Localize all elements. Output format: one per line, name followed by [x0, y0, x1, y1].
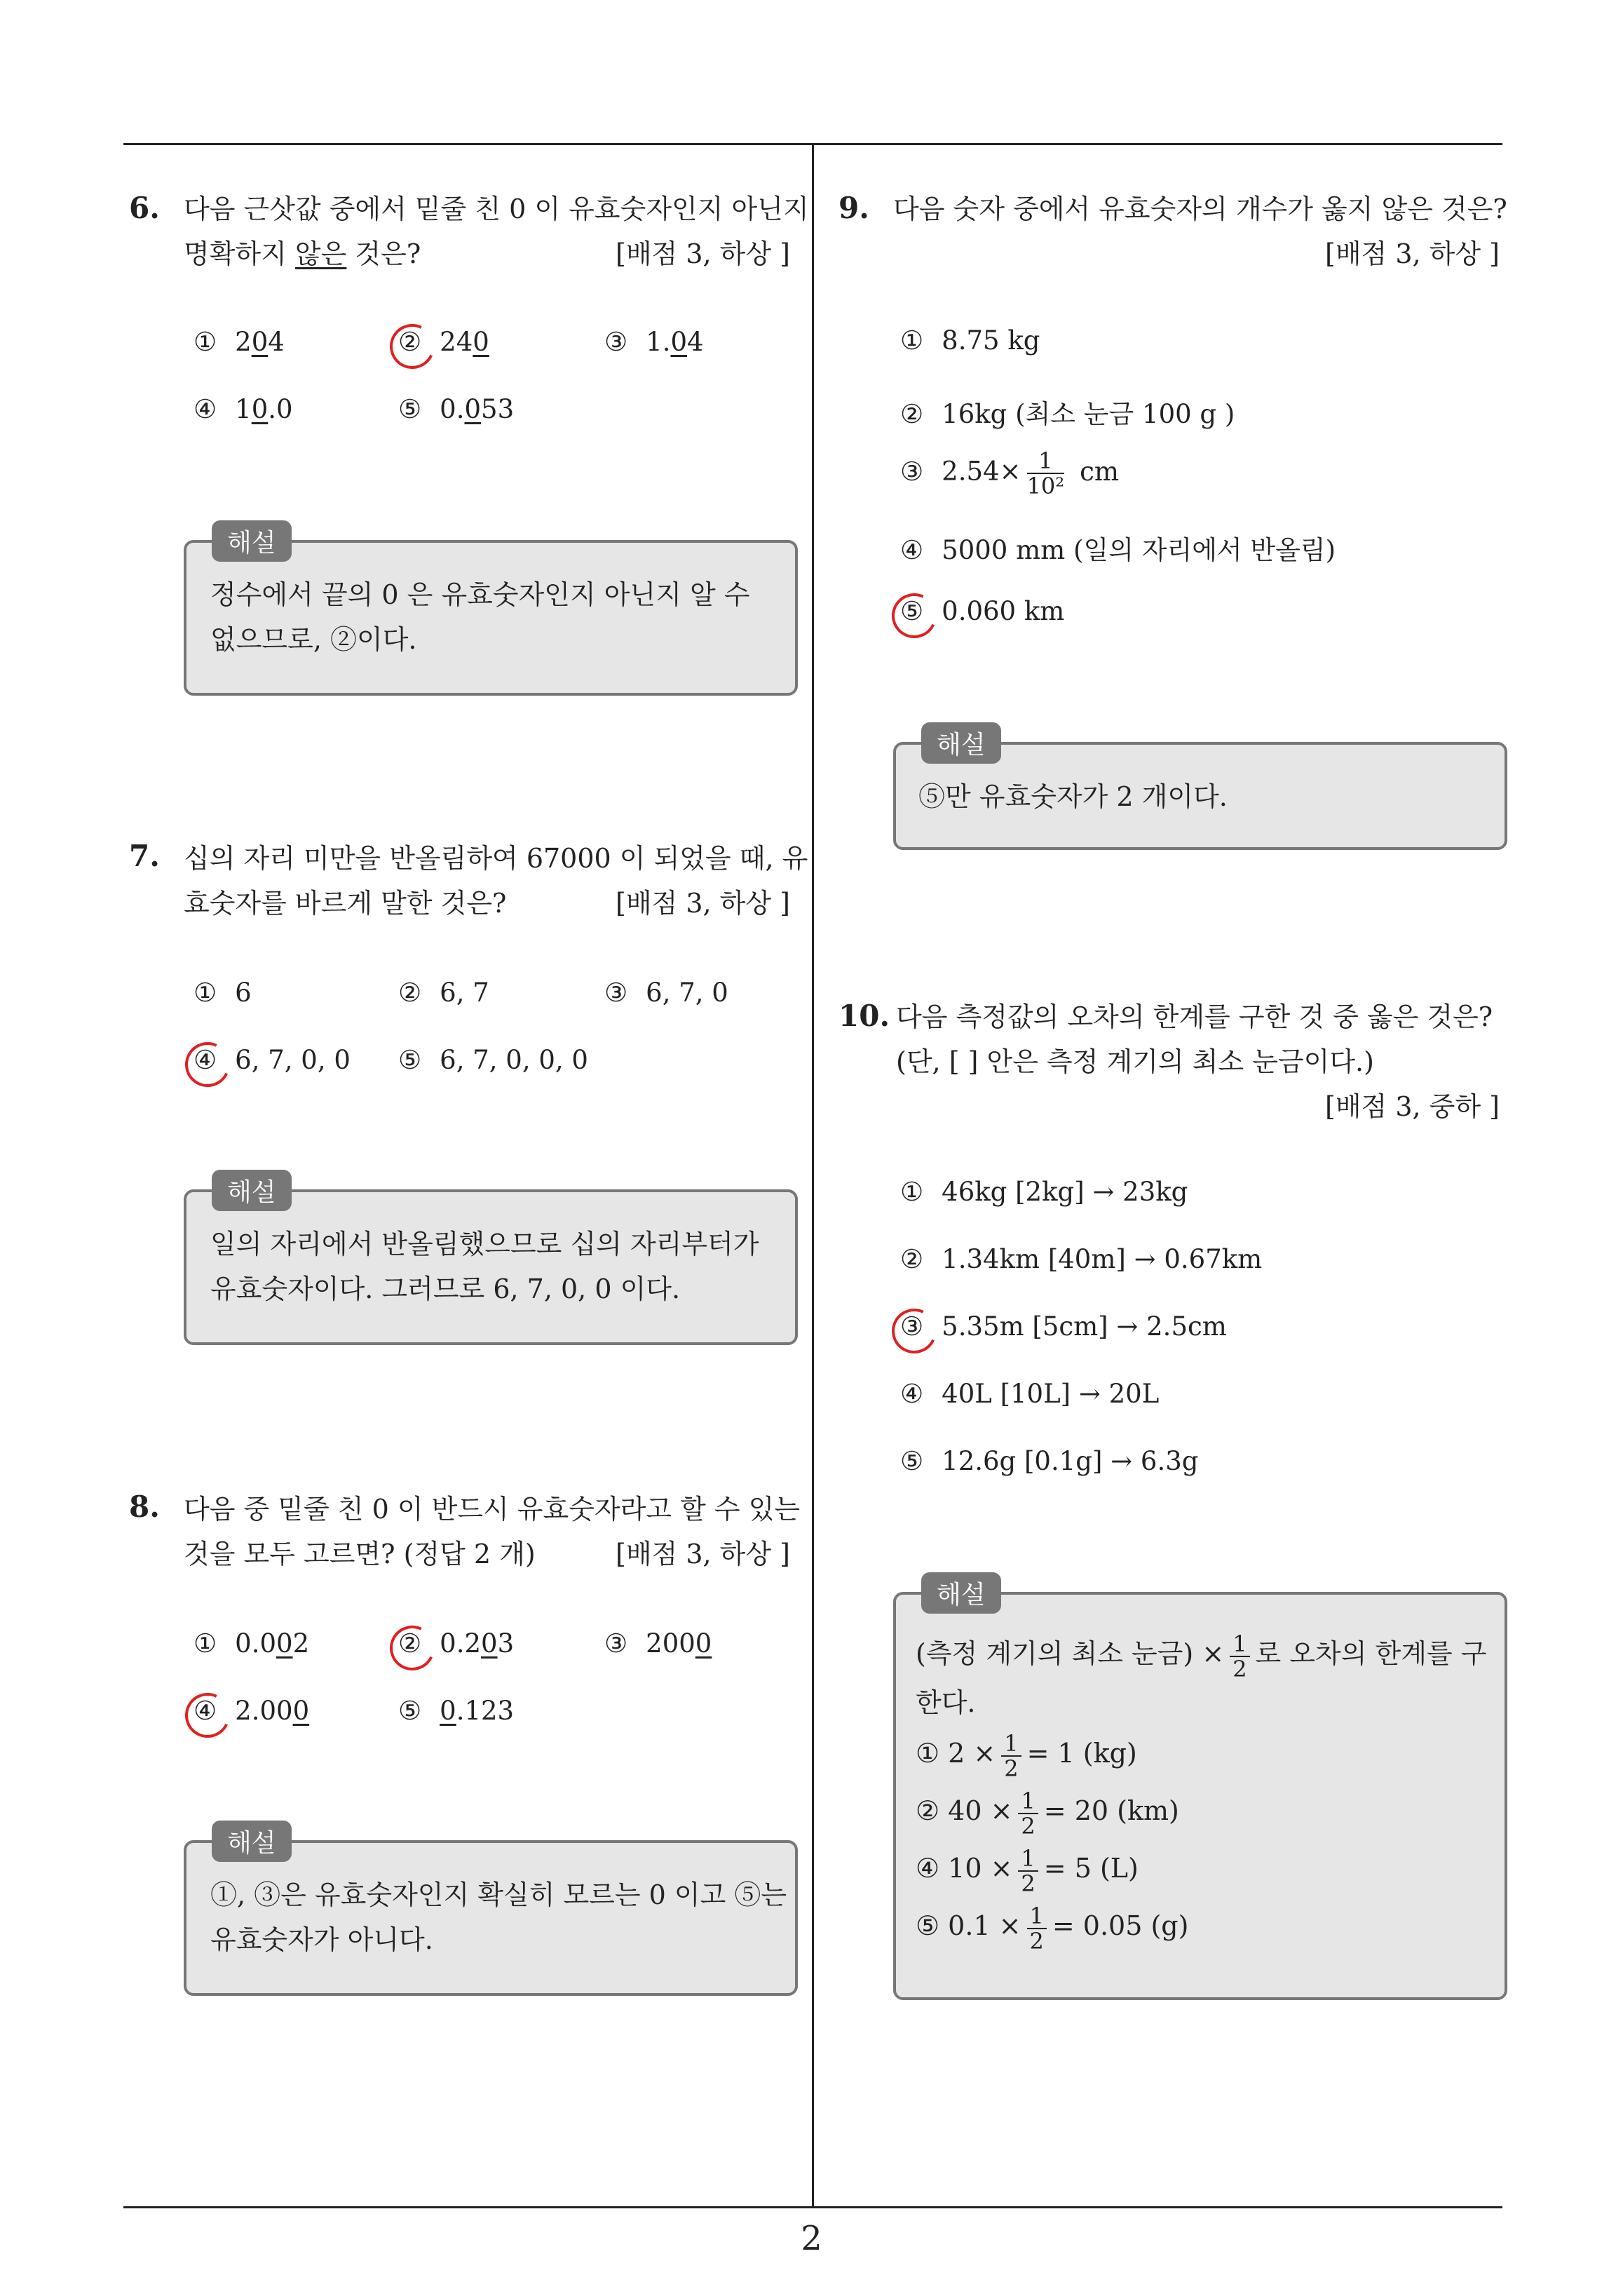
question-text-line2: (단, [ ] 안은 측정 계기의 최소 눈금이다.): [896, 1046, 1374, 1077]
option-4[interactable]: ④ 5000 mm (일의 자리에서 반올림): [900, 535, 1336, 565]
fraction-half: $\frac{1}{2}$: [1018, 1846, 1038, 1896]
explanation-row-1: ① 2 × $\frac{1}{2}$ = 1 (kg): [916, 1729, 1137, 1782]
explanation-row-2: ② 40 × $\frac{1}{2}$ = 20 (km): [916, 1787, 1179, 1839]
question-text: 십의 자리 미만을 반올림하여 67000 이 되었을 때, 유: [184, 843, 808, 874]
option-3[interactable]: ③ 5.35m [5cm] → 2.5cm: [900, 1311, 1227, 1342]
explanation-label: 해설: [212, 1170, 292, 1211]
explanation-line-2: 유효숫자가 아니다.: [210, 1924, 433, 1955]
question-number: 6.: [129, 191, 160, 225]
explanation-line-2: 없으므로, ②이다.: [210, 624, 417, 655]
fraction-half: $\frac{1}{2}$: [1001, 1731, 1021, 1781]
option-3[interactable]: ③ 2000: [604, 1628, 712, 1659]
option-1[interactable]: ① 0.002: [193, 1628, 310, 1659]
question-number: 9.: [838, 191, 869, 225]
option-2[interactable]: ② 0.203: [398, 1628, 515, 1659]
explanation-row-3: ④ 10 × $\frac{1}{2}$ = 5 (L): [916, 1844, 1139, 1897]
option-1[interactable]: ① 46kg [2kg] → 23kg: [900, 1177, 1188, 1207]
option-5[interactable]: ⑤ 0.060 km: [900, 596, 1065, 626]
explanation-label: 해설: [921, 722, 1001, 764]
question-number: 7.: [129, 839, 160, 873]
option-4[interactable]: ④ 2.000: [193, 1696, 310, 1726]
explanation-intro: (측정 계기의 최소 눈금) × $\frac{1}{2}$ 로 오차의 한계를 구: [916, 1630, 1487, 1682]
option-2[interactable]: ② 240: [398, 327, 489, 357]
fraction-half: $\frac{1}{2}$: [1018, 1789, 1038, 1838]
fraction: $\frac{1}{\text{10²}}$: [1026, 447, 1065, 499]
option-5[interactable]: ⑤ 0.053: [398, 394, 515, 424]
explanation-label: 해설: [212, 1821, 292, 1862]
question-text-line2: 효숫자를 바르게 말한 것은?: [184, 888, 507, 919]
question-text: 다음 중 밑줄 친 0 이 반드시 유효숫자라고 할 수 있는: [184, 1494, 801, 1525]
explanation-line-1: ⑤만 유효숫자가 2 개이다.: [918, 781, 1228, 812]
option-2[interactable]: ② 6, 7: [398, 978, 489, 1008]
option-1[interactable]: ① 204: [193, 327, 285, 357]
explanation-line-1: 정수에서 끝의 0 은 유효숫자인지 아닌지 알 수: [210, 579, 750, 610]
score-label: [배점 3, 하상 ]: [1325, 238, 1500, 269]
fraction-half: $\frac{1}{2}$: [1230, 1632, 1249, 1681]
question-number: 10.: [838, 999, 890, 1033]
bottom-rule: [123, 2206, 1502, 2208]
question-text-line2: 것을 모두 고르면? (정답 2 개): [184, 1539, 536, 1569]
explanation-label: 해설: [212, 520, 292, 562]
option-5[interactable]: ⑤ 6, 7, 0, 0, 0: [398, 1045, 588, 1075]
explanation-row-4: ⑤ 0.1 × $\frac{1}{2}$ = 0.05 (g): [916, 1902, 1189, 1954]
fraction-half: $\frac{1}{2}$: [1027, 1904, 1047, 1953]
column-divider: [812, 144, 814, 2208]
option-5[interactable]: ⑤ 0.123: [398, 1696, 515, 1726]
explanation-line-1: 일의 자리에서 반올림했으므로 십의 자리부터가: [210, 1229, 759, 1260]
option-3[interactable]: ③ 6, 7, 0: [604, 978, 728, 1008]
page-number: 2: [801, 2219, 822, 2258]
option-4[interactable]: ④ 6, 7, 0, 0: [193, 1045, 351, 1075]
explanation-line-2: 유효숫자이다. 그러므로 6, 7, 0, 0 이다.: [210, 1274, 681, 1304]
option-2[interactable]: ② 1.34km [40m] → 0.67km: [900, 1244, 1263, 1274]
explanation-line-1: ①, ③은 유효숫자인지 확실히 모르는 0 이고 ⑤는: [210, 1879, 787, 1910]
question-text: 다음 측정값의 오차의 한계를 구한 것 중 옳은 것은?: [896, 1001, 1493, 1032]
option-5[interactable]: ⑤ 12.6g [0.1g] → 6.3g: [900, 1446, 1199, 1476]
explanation-intro-cont: 한다.: [916, 1687, 976, 1718]
question-text: 다음 근삿값 중에서 밑줄 친 0 이 유효숫자인지 아닌지: [184, 194, 809, 224]
score-label: [배점 3, 하상 ]: [616, 888, 790, 919]
explanation-label: 해설: [921, 1572, 1001, 1614]
question-number: 8.: [129, 1490, 160, 1524]
question-text-line2: 명확하지 않은 것은?: [184, 238, 421, 269]
score-label: [배점 3, 하상 ]: [616, 1539, 790, 1569]
score-label: [배점 3, 하상 ]: [616, 238, 790, 269]
question-text: 다음 숫자 중에서 유효숫자의 개수가 옳지 않은 것은?: [893, 194, 1507, 224]
score-label: [배점 3, 중하 ]: [1325, 1091, 1500, 1122]
option-1[interactable]: ① 6: [193, 978, 252, 1008]
option-3[interactable]: ③ 2.54× $\frac{1}{\text{10²}}$ cm: [900, 447, 1119, 499]
option-3[interactable]: ③ 1.04: [604, 327, 704, 357]
option-4[interactable]: ④ 40L [10L] → 20L: [900, 1379, 1160, 1409]
option-4[interactable]: ④ 10.0: [193, 394, 293, 424]
option-1[interactable]: ① 8.75 kg: [900, 325, 1040, 356]
option-2[interactable]: ② 16kg (최소 눈금 100 g ): [900, 399, 1235, 429]
